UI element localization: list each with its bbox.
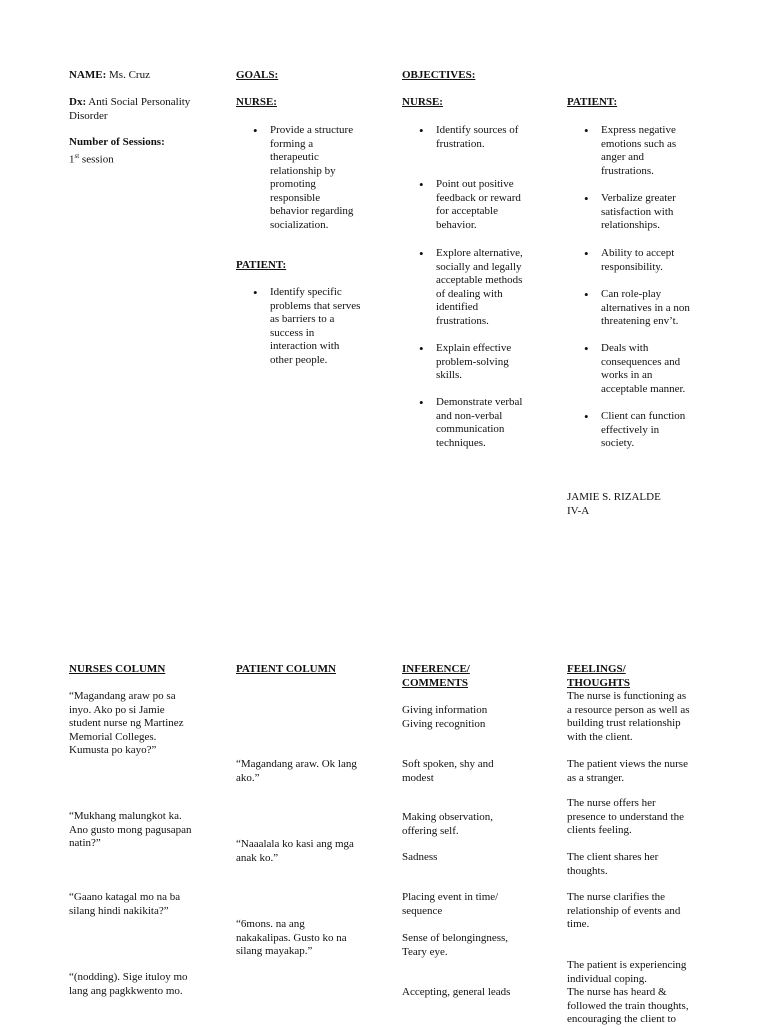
goals-patient-heading: PATIENT:: [236, 259, 287, 271]
bullet-line: relationships.: [601, 219, 660, 231]
name-label: NAME:: [69, 69, 107, 81]
objectives-patient-heading: PATIENT:: [567, 96, 618, 108]
bullet-item: [567, 288, 717, 329]
bullet-line: promoting: [270, 178, 316, 190]
entry-line: The nurse has heard &: [567, 986, 667, 998]
entry-line: “6mons. na ang: [236, 918, 305, 930]
bullet-line: works in an: [601, 369, 653, 381]
bullet-line: • Explore alternative,: [436, 247, 523, 259]
feelings-header-line1: FEELINGS/: [567, 663, 626, 675]
bullet-line: • Deals with: [601, 342, 649, 354]
bullet-line: success in: [270, 326, 315, 339]
dx-value-cont: Disorder: [69, 109, 108, 122]
column-entry: [402, 932, 567, 959]
column-entry: [567, 690, 732, 744]
column-entry: [567, 959, 732, 986]
column-entry: [402, 704, 567, 731]
column-entry: [402, 891, 567, 918]
objectives-nurse-heading: NURSE:: [402, 96, 443, 108]
inference-header-line2: COMMENTS: [402, 676, 468, 689]
bullet-line: • Provide a structure: [270, 124, 354, 136]
column-entry: [69, 690, 234, 758]
column-entry: [402, 851, 567, 865]
goals-patient-list: [236, 286, 386, 367]
bullet-line: anger and: [601, 151, 645, 163]
entry-line: The client shares her: [567, 851, 659, 863]
bullet-line: communication: [436, 423, 505, 435]
bullet-item: [567, 247, 717, 274]
bullet-item: [402, 124, 552, 151]
bullet-group: [567, 124, 717, 178]
bullet-line: • Express negative: [601, 124, 676, 136]
entry-line: relationship of events and: [567, 904, 681, 917]
entry-line: Giving recognition: [402, 717, 486, 730]
entry-line: “Mukhang malungkot ka.: [69, 810, 182, 822]
entry-line: Sense of belongingness,: [402, 932, 509, 944]
column-entry: [69, 891, 234, 918]
bullet-line: for acceptable: [436, 205, 498, 217]
patient-column-header: PATIENT COLUMN: [236, 663, 336, 675]
bullet-line: as barriers to a: [270, 313, 335, 325]
entry-line: offering self.: [402, 824, 459, 837]
bullet-item: [402, 396, 552, 450]
column-entry: [567, 797, 732, 838]
bullet-line: techniques.: [436, 436, 486, 449]
entry-line: The patient views the nurse: [567, 758, 688, 770]
bullet-line: problems that serves: [270, 299, 361, 312]
goals-heading: GOALS:: [236, 69, 279, 81]
column-entry: [567, 758, 732, 785]
entry-line: Soft spoken, shy and: [402, 758, 494, 770]
bullet-item: [236, 124, 386, 232]
bullet-group: [567, 192, 717, 233]
bullet-line: • Verbalize greater: [601, 192, 676, 204]
bullet-line: problem-solving: [436, 355, 509, 368]
entry-line: “(nodding). Sige ituloy mo: [69, 971, 188, 983]
entry-line: followed the train thoughts,: [567, 999, 689, 1012]
bullet-item: [567, 342, 717, 396]
entry-line: modest: [402, 771, 434, 784]
bullet-item: [402, 178, 552, 232]
bullet-line: effectively in: [601, 423, 660, 436]
goals-nurse-list: [236, 124, 386, 232]
bullet-line: responsible: [270, 191, 321, 204]
entry-line: lang ang pagkkwento mo.: [69, 984, 183, 997]
feelings-header-line2: THOUGHTS: [567, 676, 630, 689]
bullet-line: • Point out positive: [436, 178, 514, 190]
bullet-line: feedback or reward: [436, 191, 521, 204]
entry-line: The nurse is functioning as: [567, 690, 687, 702]
entry-line: thoughts.: [567, 864, 608, 877]
entry-line: with the client.: [567, 730, 633, 743]
entry-line: clients feeling.: [567, 824, 632, 836]
bullet-line: socialization.: [270, 218, 329, 231]
entry-line: silang hindi nakikita?”: [69, 904, 169, 917]
bullet-line: • Ability to accept: [601, 247, 675, 259]
bullet-group: [402, 396, 552, 450]
author-block: [567, 491, 661, 518]
bullet-line: frustrations.: [436, 314, 489, 327]
name-value: Ms. Cruz: [109, 69, 150, 81]
entry-line: “Magandang araw po sa: [69, 690, 176, 702]
entry-line: The nurse clarifies the: [567, 891, 666, 903]
bullet-line: therapeutic: [270, 151, 319, 163]
column-entry: [236, 758, 401, 785]
column-entry: [236, 838, 401, 865]
entry-line: a resource person as well as: [567, 703, 690, 716]
bullet-group: [567, 247, 717, 274]
author-section: IV-A: [567, 504, 590, 517]
entry-line: “Magandang araw. Ok lang: [236, 758, 357, 770]
bullet-line: • Identify sources of: [436, 124, 519, 136]
entry-line: inyo. Ako po si Jamie: [69, 703, 165, 716]
bullet-line: other people.: [270, 353, 328, 366]
bullet-line: satisfaction with: [601, 205, 674, 218]
bullet-line: and non-verbal: [436, 409, 503, 422]
entry-line: The patient is experiencing: [567, 959, 687, 971]
bullet-group: [402, 247, 552, 328]
entry-line: presence to understand the: [567, 810, 684, 823]
diagnosis-block: [69, 96, 219, 123]
entry-line: “Gaano katagal mo na ba: [69, 891, 181, 903]
entry-line: Sadness: [402, 851, 438, 863]
sessions-label: Number of Sessions:: [69, 136, 165, 148]
inference-column-header: [402, 663, 470, 690]
column-entry: [402, 986, 567, 1000]
entry-line: Accepting, general leads: [402, 986, 511, 998]
author-name: JAMIE S. RIZALDE: [567, 491, 661, 503]
bullet-item: [236, 286, 386, 367]
entry-line: “Naaalala ko kasi ang mga: [236, 838, 354, 850]
entry-line: sequence: [402, 904, 443, 917]
bullet-line: society.: [601, 437, 635, 449]
goals-nurse-heading: NURSE:: [236, 96, 277, 108]
dx-value: Anti Social Personality: [88, 96, 191, 108]
entry-line: silang mayakap.”: [236, 945, 313, 957]
entry-line: The nurse offers her: [567, 797, 656, 809]
bullet-group: [567, 342, 717, 396]
column-entry: [402, 811, 567, 838]
entry-line: ako.”: [236, 771, 260, 784]
bullet-item: [402, 247, 552, 328]
bullet-line: skills.: [436, 369, 462, 381]
entry-line: Placing event in time/: [402, 891, 499, 903]
sessions-number: 1: [69, 153, 75, 166]
bullet-group: [567, 410, 717, 451]
bullet-group: [402, 124, 552, 151]
patient-name-line: [69, 69, 150, 83]
bullet-line: identified: [436, 301, 479, 313]
bullet-line: acceptable manner.: [601, 382, 686, 395]
entry-line: nakakalipas. Gusto ko na: [236, 931, 347, 944]
entry-line: Making observation,: [402, 811, 494, 823]
bullet-item: [402, 342, 552, 383]
bullet-line: acceptable methods: [436, 274, 523, 286]
bullet-line: relationship by: [270, 164, 336, 177]
entry-line: encouraging the client to: [567, 1013, 677, 1025]
bullet-line: • Demonstrate verbal: [436, 396, 523, 408]
bullet-line: behavior.: [436, 218, 477, 231]
bullet-line: of dealing with: [436, 287, 503, 300]
entry-line: Memorial Colleges.: [69, 730, 157, 743]
bullet-line: socially and legally: [436, 260, 522, 273]
entry-line: Kumusta po kayo?”: [69, 744, 157, 756]
bullet-line: threatening env’t.: [601, 315, 679, 327]
bullet-line: • Client can function: [601, 410, 686, 422]
column-entry: [567, 851, 732, 878]
sessions-ordinal: st: [74, 151, 80, 160]
bullet-item: [567, 192, 717, 233]
entry-line: as a stranger.: [567, 771, 625, 784]
dx-label: Dx:: [69, 96, 87, 108]
entry-line: building trust relationship: [567, 717, 681, 729]
entry-line: anak ko.”: [236, 851, 279, 864]
bullet-group: [402, 178, 552, 232]
entry-line: Giving information: [402, 704, 488, 716]
feelings-column-header: [567, 663, 630, 690]
bullet-line: frustrations.: [601, 164, 654, 177]
column-entry: [69, 810, 234, 851]
entry-line: natin?”: [69, 837, 101, 849]
objectives-heading: OBJECTIVES:: [402, 69, 476, 81]
column-entry: [567, 891, 732, 932]
bullet-item: [567, 124, 717, 178]
bullet-line: consequences and: [601, 355, 681, 368]
bullet-line: • Can role-play: [601, 288, 662, 300]
entry-line: Ano gusto mong pagusapan: [69, 823, 192, 836]
bullet-line: interaction with: [270, 340, 340, 352]
nurses-column-header: NURSES COLUMN: [69, 663, 166, 675]
bullet-group: [402, 342, 552, 383]
entry-line: Teary eye.: [402, 945, 448, 958]
entry-line: student nurse ng Martinez: [69, 717, 184, 729]
column-entry: [567, 986, 732, 1027]
bullet-group: [567, 288, 717, 329]
column-entry: [236, 918, 401, 959]
sessions-word: session: [81, 153, 114, 166]
entry-line: time.: [567, 918, 590, 930]
entry-line: individual coping.: [567, 972, 648, 985]
bullet-line: • Identify specific: [270, 286, 342, 298]
bullet-line: frustration.: [436, 137, 485, 150]
bullet-line: • Explain effective: [436, 342, 512, 354]
bullet-line: behavior regarding: [270, 205, 354, 217]
sessions-block: [69, 136, 165, 167]
bullet-item: [567, 410, 717, 451]
inference-header-line1: INFERENCE/: [402, 663, 470, 675]
bullet-line: alternatives in a non: [601, 301, 690, 314]
bullet-line: emotions such as: [601, 137, 677, 150]
bullet-line: responsibility.: [601, 260, 663, 273]
bullet-line: forming a: [270, 137, 314, 150]
column-entry: [402, 758, 567, 785]
column-entry: [69, 971, 234, 998]
